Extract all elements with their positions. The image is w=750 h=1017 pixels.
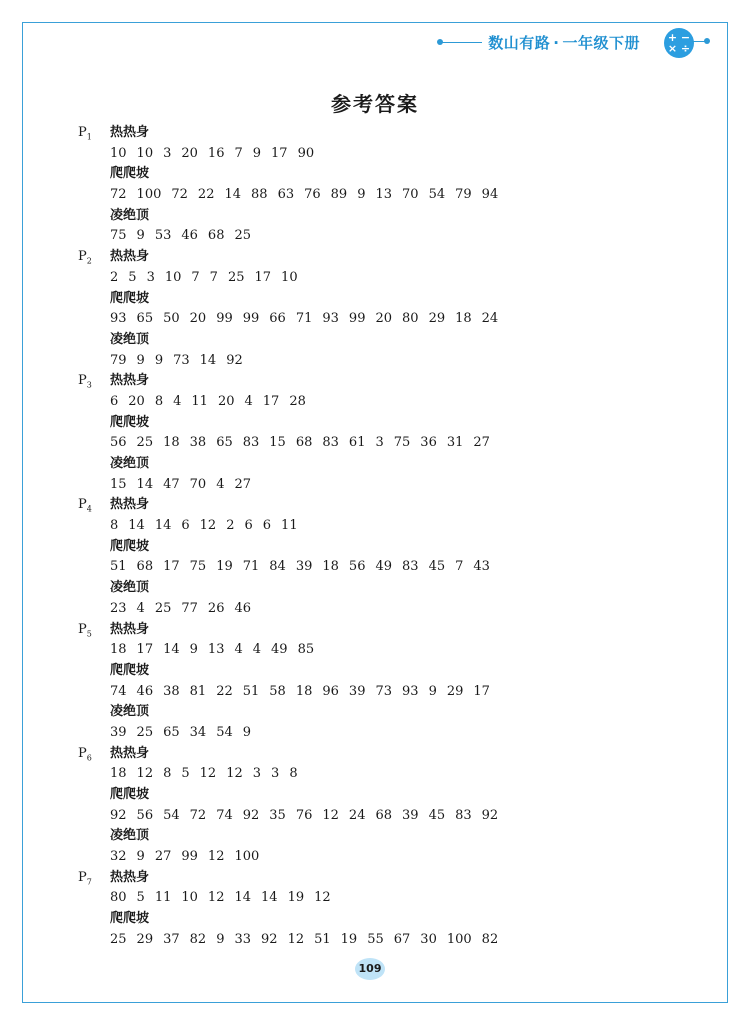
answer-value: 79 xyxy=(455,187,472,203)
answer-value: 18 xyxy=(295,683,313,699)
answer-value: 71 xyxy=(295,311,313,327)
section-heading-row xyxy=(78,330,718,351)
answer-value: 3 xyxy=(271,766,280,782)
badge-symbols-top: + − xyxy=(667,31,691,44)
answer-value: 22 xyxy=(197,187,215,203)
answer-value: 31 xyxy=(446,435,464,451)
answer-values-row xyxy=(78,392,718,413)
answer-value: 72 xyxy=(110,187,127,203)
answer-value: 20 xyxy=(181,145,198,161)
answer-value: 76 xyxy=(304,187,321,203)
section-heading-row xyxy=(78,744,718,765)
answer-page-block xyxy=(78,868,718,951)
section-heading-row xyxy=(78,164,718,185)
answer-value: 50 xyxy=(163,311,180,327)
answer-value: 27 xyxy=(154,849,172,865)
answer-value: 88 xyxy=(251,187,268,203)
answer-value: 56 xyxy=(348,559,366,575)
answer-value: 51 xyxy=(314,931,331,947)
section-name: 爬爬坡 xyxy=(110,911,150,927)
section-name: 热热身 xyxy=(110,249,150,265)
page-label: $P_1$ xyxy=(78,125,92,142)
page-label-number: 6 xyxy=(86,753,92,763)
answer-value: 65 xyxy=(136,311,154,327)
header-separator: · xyxy=(553,33,560,52)
page-label: $P_4$ xyxy=(78,497,92,514)
answer-values-row xyxy=(78,930,718,951)
section-heading-row xyxy=(78,661,718,682)
section-name: 凌绝顶 xyxy=(110,580,150,596)
answer-value: 75 xyxy=(189,559,207,575)
answer-value: 4 xyxy=(234,642,243,658)
answer-value: 83 xyxy=(242,435,260,451)
header-grade: 一年级下册 xyxy=(562,33,640,52)
answer-value: 12 xyxy=(199,518,217,534)
answer-value: 56 xyxy=(136,807,154,823)
answer-value: 17 xyxy=(271,145,288,161)
answer-value: 75 xyxy=(393,435,411,451)
answer-value: 51 xyxy=(110,559,127,575)
answer-value: 8 xyxy=(289,766,298,782)
section-name: 爬爬坡 xyxy=(110,538,150,554)
answer-value: 73 xyxy=(173,352,190,368)
header-book-title: 数山有路 xyxy=(488,33,551,52)
math-operators-icon xyxy=(664,28,694,58)
answer-value: 89 xyxy=(330,187,348,203)
answer-value: 38 xyxy=(163,683,180,699)
section-name: 爬爬坡 xyxy=(110,662,150,678)
answer-value: 94 xyxy=(481,187,499,203)
answer-value: 68 xyxy=(375,807,393,823)
answer-value: 82 xyxy=(481,931,499,947)
answer-value: 14 xyxy=(163,642,180,658)
section-heading-row xyxy=(78,289,718,310)
answer-value: 4 xyxy=(136,600,145,616)
section-heading-row xyxy=(78,826,718,847)
answer-value: 54 xyxy=(428,187,446,203)
answer-value: 19 xyxy=(340,931,358,947)
section-heading-row xyxy=(78,537,718,558)
answer-value: 15 xyxy=(110,476,127,492)
answer-value: 82 xyxy=(189,931,207,947)
answer-value: 92 xyxy=(226,352,243,368)
answer-value: 24 xyxy=(348,807,366,823)
answer-value: 54 xyxy=(216,724,233,740)
answer-value: 20 xyxy=(375,311,393,327)
answer-value: 45 xyxy=(428,807,446,823)
answer-value: 10 xyxy=(181,890,198,906)
answer-value: 14 xyxy=(261,890,278,906)
answer-value: 4 xyxy=(252,642,262,658)
answer-value: 3 xyxy=(163,145,172,161)
section-name: 热热身 xyxy=(110,373,150,389)
answer-value: 14 xyxy=(154,518,172,534)
answer-value: 46 xyxy=(181,228,198,244)
answer-values-row xyxy=(78,806,718,827)
answer-values-row xyxy=(78,764,718,785)
answer-value: 72 xyxy=(171,187,188,203)
answer-value: 90 xyxy=(297,145,315,161)
section-name: 凌绝顶 xyxy=(110,207,150,223)
answer-value: 99 xyxy=(181,849,198,865)
answer-value: 3 xyxy=(375,435,384,451)
section-name: 热热身 xyxy=(110,745,150,761)
answer-value: 6 xyxy=(181,518,190,534)
answer-value: 17 xyxy=(136,642,154,658)
answer-value: 85 xyxy=(297,642,315,658)
answer-values-row xyxy=(78,433,718,454)
section-heading-row xyxy=(78,454,718,475)
section-name: 热热身 xyxy=(110,125,150,140)
answer-value: 32 xyxy=(110,849,127,865)
answer-value: 49 xyxy=(271,642,288,658)
answer-value: 9 xyxy=(136,228,145,244)
answer-value: 43 xyxy=(473,559,490,575)
answer-value: 6 xyxy=(262,518,272,534)
answer-value: 99 xyxy=(348,311,366,327)
answer-list xyxy=(78,123,718,951)
answer-value: 55 xyxy=(367,931,384,947)
answer-value: 81 xyxy=(189,683,207,699)
page-label-number: 5 xyxy=(86,629,92,639)
answer-value: 68 xyxy=(207,228,225,244)
answer-value: 83 xyxy=(322,435,339,451)
answer-value: 27 xyxy=(234,476,252,492)
answer-value: 2 xyxy=(226,518,235,534)
answer-values-row xyxy=(78,475,718,496)
answer-value: 12 xyxy=(287,931,305,947)
answer-value: 10 xyxy=(281,269,298,285)
answer-value: 93 xyxy=(402,683,419,699)
page-label: $P_2$ xyxy=(78,249,92,266)
answer-value: 12 xyxy=(207,849,225,865)
answer-value: 10 xyxy=(110,145,127,161)
answer-value: 37 xyxy=(163,931,180,947)
answer-value: 25 xyxy=(234,228,252,244)
answer-values-row xyxy=(78,847,718,868)
section-name: 热热身 xyxy=(110,869,150,885)
answer-value: 28 xyxy=(289,393,306,409)
answer-value: 63 xyxy=(277,187,295,203)
answer-value: 29 xyxy=(428,311,446,327)
answer-value: 12 xyxy=(207,890,225,906)
section-heading-row xyxy=(78,247,718,268)
answer-values-row xyxy=(78,599,718,620)
answer-value: 7 xyxy=(455,559,464,575)
section-heading-row xyxy=(78,206,718,227)
answer-value: 16 xyxy=(207,145,225,161)
answer-page-block xyxy=(78,371,718,495)
answer-value: 83 xyxy=(455,807,472,823)
answer-value: 18 xyxy=(110,642,127,658)
answer-value: 25 xyxy=(136,435,154,451)
answer-value: 8 xyxy=(154,393,164,409)
answer-value: 12 xyxy=(226,766,243,782)
page-label: $P_3$ xyxy=(78,373,92,390)
answer-value: 99 xyxy=(216,311,233,327)
answer-page-block xyxy=(78,620,718,744)
answer-value: 19 xyxy=(216,559,233,575)
answer-value: 5 xyxy=(136,890,145,906)
answer-values-row xyxy=(78,640,718,661)
answer-values-row xyxy=(78,185,718,206)
answer-value: 9 xyxy=(154,352,164,368)
page-number: 109 xyxy=(355,958,385,980)
page-label: $P_5$ xyxy=(78,621,92,639)
answer-page-block xyxy=(78,247,718,371)
answer-value: 9 xyxy=(136,352,145,368)
answer-value: 9 xyxy=(189,642,198,658)
answer-value: 30 xyxy=(420,931,437,947)
answer-values-row xyxy=(78,351,718,372)
answer-value: 46 xyxy=(136,683,154,699)
answer-value: 7 xyxy=(191,269,200,285)
answer-value: 68 xyxy=(136,559,154,575)
running-header xyxy=(442,30,686,54)
page-label: $P_6$ xyxy=(78,745,92,763)
answer-value: 13 xyxy=(207,642,225,658)
answer-value: 92 xyxy=(261,931,278,947)
answer-value: 100 xyxy=(136,187,162,203)
answer-value: 18 xyxy=(322,559,339,575)
answer-value: 58 xyxy=(269,683,286,699)
answer-value: 29 xyxy=(446,683,464,699)
answer-value: 92 xyxy=(481,807,499,823)
section-heading-row xyxy=(78,578,718,599)
answer-value: 36 xyxy=(420,435,437,451)
section-heading-row xyxy=(78,371,718,392)
answer-value: 45 xyxy=(428,559,446,575)
answer-value: 10 xyxy=(164,269,182,285)
answer-values-row xyxy=(78,268,718,289)
answer-value: 13 xyxy=(375,187,393,203)
answer-value: 19 xyxy=(287,890,305,906)
answer-value: 23 xyxy=(110,600,127,616)
section-heading-row xyxy=(78,495,718,516)
answer-value: 14 xyxy=(128,518,145,534)
answer-value: 80 xyxy=(110,890,127,906)
answer-value: 33 xyxy=(234,931,252,947)
answer-values-row xyxy=(78,723,718,744)
section-heading-row xyxy=(78,413,718,434)
answer-value: 14 xyxy=(136,476,154,492)
section-name: 爬爬坡 xyxy=(110,166,150,182)
answer-page-block xyxy=(78,495,718,619)
answer-value: 4 xyxy=(244,393,253,409)
answer-value: 17 xyxy=(163,559,180,575)
answer-value: 67 xyxy=(393,931,411,947)
answer-value: 72 xyxy=(189,807,207,823)
answer-value: 74 xyxy=(216,807,233,823)
answer-value: 8 xyxy=(163,766,172,782)
section-name: 热热身 xyxy=(110,497,150,513)
answer-value: 9 xyxy=(216,931,225,947)
page-label-number: 3 xyxy=(86,380,92,390)
answer-value: 14 xyxy=(199,352,217,368)
answer-value: 92 xyxy=(110,807,127,823)
answer-value: 84 xyxy=(269,559,286,575)
section-name: 爬爬坡 xyxy=(110,414,150,430)
answer-value: 39 xyxy=(110,724,127,740)
answer-value: 3 xyxy=(252,766,262,782)
answer-value: 70 xyxy=(402,187,419,203)
answer-value: 12 xyxy=(199,766,217,782)
answer-value: 27 xyxy=(473,435,490,451)
section-heading-row xyxy=(78,620,718,641)
answer-value: 20 xyxy=(128,393,145,409)
answer-value: 15 xyxy=(269,435,286,451)
answer-value: 4 xyxy=(216,476,225,492)
answer-value: 66 xyxy=(269,311,286,327)
answer-value: 65 xyxy=(216,435,233,451)
answer-value: 74 xyxy=(110,683,127,699)
answer-value: 10 xyxy=(136,145,154,161)
answer-value: 35 xyxy=(269,807,286,823)
answer-value: 11 xyxy=(191,393,208,409)
answer-value: 9 xyxy=(136,849,145,865)
answer-value: 14 xyxy=(234,890,252,906)
answer-value: 8 xyxy=(110,518,119,534)
section-name: 凌绝顶 xyxy=(110,456,150,471)
answer-value: 54 xyxy=(163,807,180,823)
answer-value: 7 xyxy=(209,269,218,285)
section-heading-row xyxy=(78,868,718,889)
answer-value: 73 xyxy=(375,683,393,699)
answer-value: 34 xyxy=(189,724,207,740)
answer-value: 17 xyxy=(473,683,490,699)
answer-value: 39 xyxy=(402,807,419,823)
section-heading-row xyxy=(78,123,718,144)
answer-value: 100 xyxy=(446,931,472,947)
answer-value: 20 xyxy=(217,393,235,409)
answer-value: 20 xyxy=(189,311,207,327)
header-line-decoration xyxy=(442,42,482,43)
badge-symbols-bottom: × ÷ xyxy=(667,42,691,55)
page-label: $P_7$ xyxy=(78,869,92,887)
answer-value: 25 xyxy=(227,269,245,285)
answer-value: 96 xyxy=(322,683,339,699)
answer-value: 4 xyxy=(173,393,182,409)
section-name: 凌绝顶 xyxy=(110,828,150,844)
answer-page-block xyxy=(78,123,718,247)
answer-value: 56 xyxy=(110,435,127,451)
answer-value: 53 xyxy=(154,228,172,244)
page-label-number: 4 xyxy=(86,504,92,514)
answer-value: 99 xyxy=(242,311,260,327)
answer-page-block xyxy=(78,744,718,868)
answer-value: 25 xyxy=(110,931,127,947)
section-name: 凌绝顶 xyxy=(110,331,150,347)
answer-value: 11 xyxy=(154,890,172,906)
section-name: 凌绝顶 xyxy=(110,704,150,720)
answer-value: 6 xyxy=(244,518,253,534)
answer-value: 47 xyxy=(163,476,180,492)
answer-value: 22 xyxy=(216,683,233,699)
answer-value: 49 xyxy=(375,559,393,575)
answer-value: 70 xyxy=(189,476,207,492)
answer-value: 93 xyxy=(322,311,339,327)
answer-value: 71 xyxy=(242,559,260,575)
section-heading-row xyxy=(78,702,718,723)
page-label-number: 1 xyxy=(86,132,92,142)
answer-value: 12 xyxy=(314,890,331,906)
section-heading-row xyxy=(78,909,718,930)
answer-values-row xyxy=(78,309,718,330)
section-name: 热热身 xyxy=(110,621,150,637)
answer-value: 17 xyxy=(262,393,280,409)
answer-value: 77 xyxy=(181,600,198,616)
answer-value: 61 xyxy=(348,435,366,451)
header-tail-decoration xyxy=(692,41,706,42)
answer-value: 39 xyxy=(295,559,313,575)
answer-values-row xyxy=(78,226,718,247)
answer-value: 80 xyxy=(402,311,419,327)
answer-value: 6 xyxy=(110,393,119,409)
answer-value: 76 xyxy=(295,807,313,823)
answer-value: 5 xyxy=(181,766,190,782)
answer-value: 12 xyxy=(322,807,339,823)
answer-values-row xyxy=(78,516,718,537)
answer-value: 26 xyxy=(207,600,225,616)
answer-value: 14 xyxy=(224,187,242,203)
page-label-number: 2 xyxy=(86,256,92,266)
answer-value: 46 xyxy=(234,600,252,616)
answer-value: 18 xyxy=(110,766,127,782)
header-text xyxy=(488,32,640,53)
answer-value: 18 xyxy=(163,435,180,451)
answer-value: 24 xyxy=(481,311,499,327)
answer-value: 17 xyxy=(254,269,272,285)
section-name: 爬爬坡 xyxy=(110,290,150,306)
answer-value: 12 xyxy=(136,766,154,782)
page-label-number: 7 xyxy=(86,877,92,887)
answer-value: 75 xyxy=(110,228,127,244)
answer-value: 100 xyxy=(234,849,260,865)
answer-value: 92 xyxy=(242,807,260,823)
section-name: 爬爬坡 xyxy=(110,787,150,802)
answer-value: 38 xyxy=(189,435,207,451)
answer-value: 29 xyxy=(136,931,154,947)
answer-value: 93 xyxy=(110,311,127,327)
page-title: 参考答案 xyxy=(331,92,419,116)
answer-value: 2 xyxy=(110,269,119,285)
section-heading-row xyxy=(78,785,718,806)
answer-value: 7 xyxy=(234,145,243,161)
answer-value: 25 xyxy=(136,724,154,740)
answer-value: 5 xyxy=(128,269,137,285)
answer-values-row xyxy=(78,557,718,578)
answer-value: 3 xyxy=(146,269,155,285)
answer-value: 79 xyxy=(110,352,127,368)
answer-value: 25 xyxy=(154,600,172,616)
answer-value: 51 xyxy=(242,683,260,699)
answer-value: 39 xyxy=(348,683,366,699)
answer-value: 18 xyxy=(455,311,472,327)
answer-value: 65 xyxy=(163,724,180,740)
answer-value: 11 xyxy=(281,518,298,534)
answer-value: 83 xyxy=(402,559,419,575)
answer-values-row xyxy=(78,888,718,909)
answer-value: 68 xyxy=(295,435,313,451)
answer-value: 9 xyxy=(357,187,366,203)
answer-values-row xyxy=(78,144,718,165)
answer-values-row xyxy=(78,682,718,703)
answer-value: 9 xyxy=(252,145,262,161)
answer-value: 9 xyxy=(242,724,252,740)
answer-value: 9 xyxy=(428,683,437,699)
